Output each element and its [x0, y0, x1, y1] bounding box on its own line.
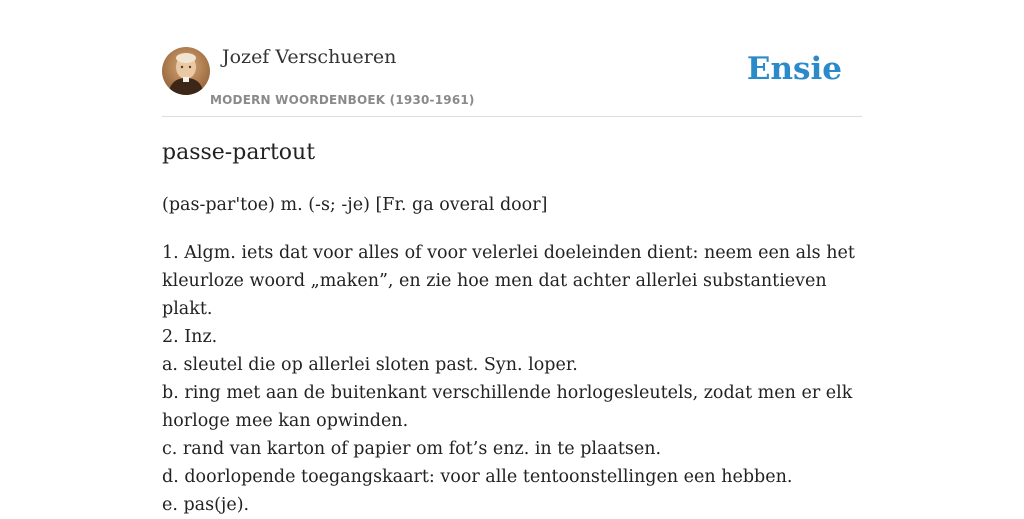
author-portrait-icon	[162, 47, 210, 95]
source-label[interactable]: MODERN WOORDENBOEK (1930-1961)	[210, 93, 475, 107]
entry-title: passe-partout	[162, 140, 316, 165]
author-name[interactable]: Jozef Verschueren	[222, 46, 397, 68]
definition-list	[162, 239, 862, 519]
page-header	[162, 44, 862, 117]
definition-line: a. sleutel die op allerlei sloten past. Syn. loper.	[162, 355, 578, 375]
entry-pronunciation: (pas-par'toe) m. (-s; -je) [Fr. ga overal door]	[162, 195, 548, 215]
definition-line: c. rand van karton of papier om fot’s enz. in te plaatsen.	[162, 439, 662, 459]
ensie-logo[interactable]: Ensie	[746, 51, 842, 87]
definition-line: 1. Algm. iets dat voor alles of voor velerlei doeleinden dient: neem een als het kleurloze woord „maken”, en zie hoe men dat achter allerlei substantieven plakt.	[162, 243, 855, 319]
definition-line: d. doorlopende toegangskaart: voor alle tentoonstellingen een hebben.	[162, 467, 793, 487]
definition-line: e. pas(je).	[162, 495, 250, 515]
author-avatar[interactable]	[162, 47, 210, 95]
definition-line: 2. Inz.	[162, 327, 218, 347]
definition-line: b. ring met aan de buitenkant verschillende horlogesleutels, zodat men er elk horloge mee kan opwinden.	[162, 383, 853, 431]
